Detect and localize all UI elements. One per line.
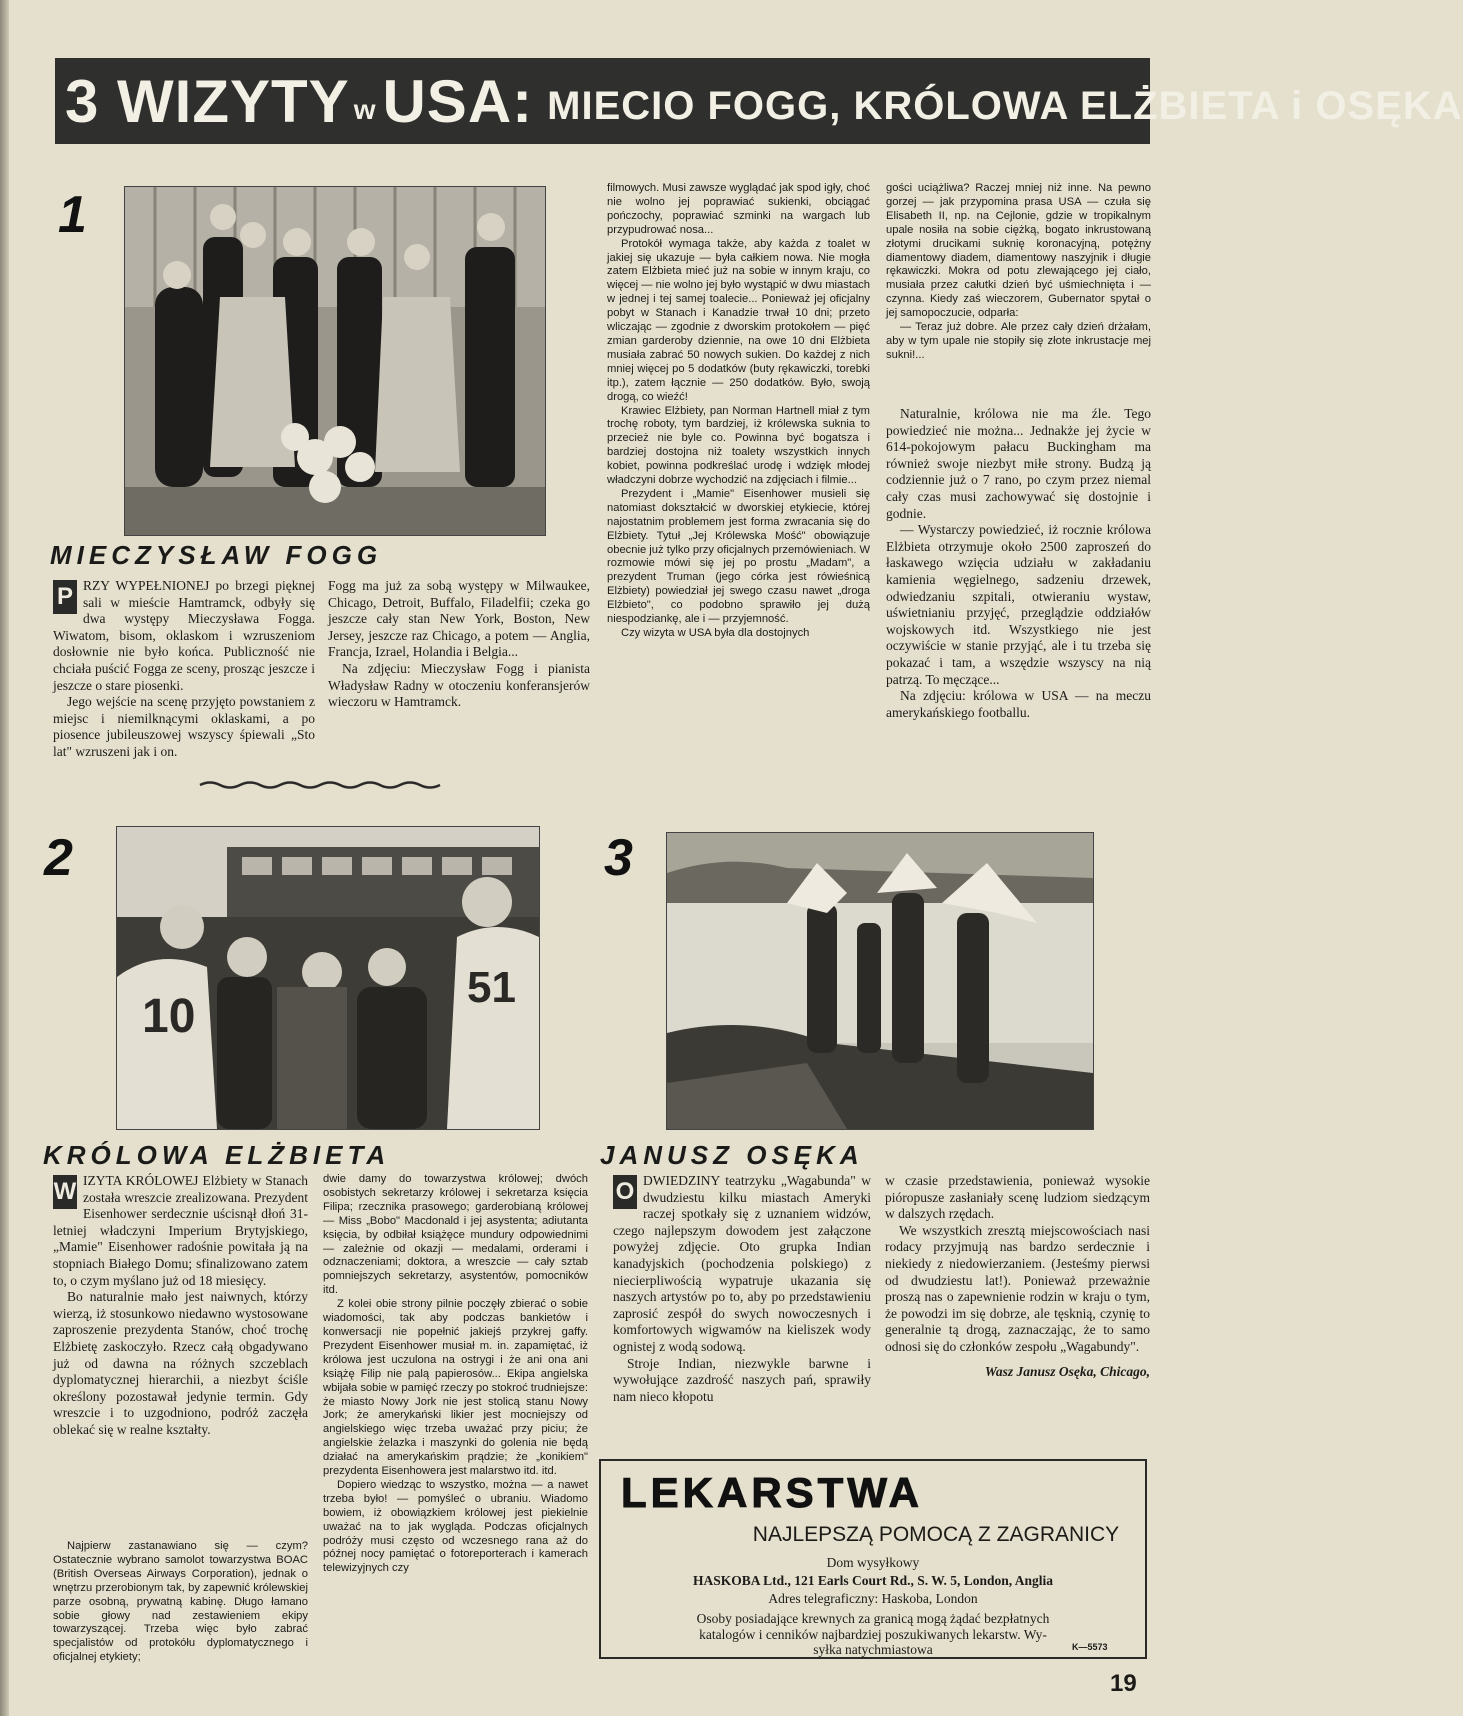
photo-queen-football-image	[117, 827, 539, 1129]
advert-line-1: Dom wysyłkowy	[826, 1555, 920, 1570]
advert-code: K—5573	[1072, 1642, 1108, 1652]
oseka-para-1: DWIEDZINY teatrzyku „Wagabunda" w dwudziestu kilku miastach Ameryki raczej spotkały się z uznaniem widzów, czego najlepszym dowodem jest załączone powyżej zdjęcie. Oto grupka Indian kanadyjskich (pochodzenia polskiego) z niecierpliwością wypatruje ukazania się naszych artystów po to, aby po przedstawieniu zaprosić zespół do swych nowoczesnych i komfortowych wigwamów na kieliszek wody ognistej z wodą sodową.	[613, 1173, 871, 1354]
queen-para-4: dwie damy do towarzystwa królowej; dwóch osobistych sekretarzy królowej i sekretarza księcia Filipa; rzecznika prasowego; garderobianą królowej — Miss „Bobo" Macdonald i jej asystenta; adiutanta księcia, by odbiłał książęce mundury odpowiednimi — zależnie od okazji — medalami, orderami i odznaczeniami; doktora, a wreszcie — cały sztab pomniejszych sekretarzy, asystentów, pomocników itd.	[323, 1173, 588, 1297]
queen-cont-para-5: Czy wizyta w USA była dla dostojnych	[621, 627, 810, 639]
photo-fogg-group-image	[125, 187, 545, 535]
section-number-2: 2	[44, 829, 73, 887]
queen-cont-para-8: Naturalnie, królowa nie ma źle. Tego powiedzieć nie można... Jednakże jej życie w 614-pokojowym pałacu Buckingham ma również swoje niezbyt miłe strony. Budzą ją codziennie już o 7 rano, po czym przez niemal cały czas musi zachowywać się dostojnie i godnie.	[886, 406, 1151, 521]
fogg-para-4: Na zdjęciu: Mieczysław Fogg i pianista Władysław Radny w otoczeniu konferansjerów wieczoru w Hamtramck.	[328, 660, 590, 710]
queen-cont-para-1: filmowych. Musi zawsze wyglądać jak spod igły, choć nie wolno jej poprawiać sukienki, obciągać pończochy, poprawiać szminki na wargach lub przypudrować nosa...	[607, 182, 870, 236]
svg-text:51: 51	[467, 963, 516, 1012]
queen-cont-para-7: — Teraz już dobre. Ale przez cały dzień drżałam, aby w tym upale nie stopiły się złote inkrustacje mej sukni!...	[886, 321, 1151, 361]
fogg-column-2	[328, 578, 590, 776]
section-heading-queen: KRÓLOWA ELŻBIETA	[43, 1140, 391, 1170]
oseka-column-2	[885, 1173, 1150, 1445]
queen-para-1: IZYTA KRÓLOWEJ Elżbiety w Stanach została wreszcie zrealizowana. Prezydent Eisenhower serdecznie uścisnął dłoń 31-letniej władczyni Imperium Brytyjskiego, „Mamie" Eisenhower radośnie powitała ją na stopniach Białego Domu; sfinalizowano zatem to, o czym myślano już od 18 miesięcy.	[53, 1173, 308, 1288]
advert-line-4: Osoby posiadające krewnych za granicą mogą żądać bezpłatnych	[696, 1611, 1050, 1626]
section-number-1: 1	[58, 186, 87, 244]
oseka-para-2: Stroje Indian, niezwykle barwne i wywołujące zazdrość naszych pań, sprawiły nam nieco kłopotu	[613, 1355, 871, 1404]
advert-lekarstwa	[599, 1459, 1147, 1659]
advert-line-6: syłka natychmiastowa	[813, 1642, 933, 1657]
queen-cont-para-4: Prezydent i „Mamie" Eisenhower musieli się natomiast dokształcić w dworskiej etykiecie, której najostatnim problemem jest forma zwracania się do Elżbiety. Tytuł „Jej Królewska Mość" obowiązuje obecnie już tylko przy oficjalnych przemówieniach. W rozmowie mówi się jej po prostu „Madam", a prezydent Truman (jego córka jest rówieśnicą Elżbiety) powiedział jej swego czasu nawet „droga Elżbieto", co podobno sprawiło jej dużą niespodziankę, ale i — przyjemność.	[607, 487, 871, 626]
queen-continuation-column-2	[886, 182, 1151, 404]
section-number-3: 3	[604, 829, 633, 887]
fogg-para-1: RZY WYPEŁNIONEJ po brzegi pięknej sali w mieście Hamtramck, odbyły się dwa występy Mieczysława Fogga. Wiwatom, bisom, oklaskom i wzruszeniom dosłownie nie było końca. Publiczność nie chciała puścić Fogga ze sceny, prosząc jeszcze i jeszcze o stare piosenki.	[53, 578, 315, 693]
oseka-para-4: We wszystkich zresztą miejscowościach nasi rodacy przyjmują nas bardzo serdecznie i niekiedy z niedowierzaniem. (Jesteśmy pierwsi od dwudziestu lat!). Ponieważ przeważnie proszą nas o zapewnienie rodzin w kraju o tym, że powodzi im się dobrze, ale tęsknią, czynię to generalnie tą drogą, zaznaczając, że to samo odnosi się do członków zespołu „Wagabundy".	[885, 1222, 1150, 1354]
queen-para-6: Dopiero wiedząc to wszystko, można — a nawet trzeba było! — pomyśleć o ubraniu. Wiadomo bowiem, iż obowiązkiem królowej jest piekielnie uważać na to jak wygląda. Podczas oficjalnych podróży musi często od wczesnego rana aż do późnej nocy pamiętać o fotoreporterach i kamerach telewizyjnych czy	[323, 1478, 588, 1575]
advert-subtitle: NAJLEPSZĄ POMOCĄ Z ZAGRANICY	[752, 1523, 1120, 1546]
section-heading-oseka: JANUSZ OSĘKA	[600, 1140, 864, 1170]
photo-fogg-group	[124, 186, 546, 536]
fogg-para-2: Jego wejście na scenę przyjęto powstaniem z miejsc i niemilknącymi oklaskami, a po piosence jubileuszowej wszyscy śpiewali „Sto lat" wzruszeni jak i on.	[53, 694, 315, 759]
drop-cap-p: P	[53, 580, 77, 614]
drop-cap-w: W	[53, 1175, 77, 1209]
page-number: 19	[1110, 1670, 1137, 1697]
wave-divider-1	[200, 780, 450, 790]
queen-para-3: Najpierw zastanawiano się — czym? Ostatecznie wybrano samolot towarzystwa BOAC (British Overseas Airways Corporation), jednak o wnętrzu przerobionym tak, by zapewnić królewskiej parze osobną, prywatną kabinę. Długo łamano sobie głowy nad zestawieniem ekipy towarzyszącej. Trzeba więc było zabrać specjalistów od protokółu dyplomatycznego i oficjalnej etykiety;	[53, 1540, 308, 1664]
oseka-column-1	[613, 1173, 871, 1445]
queen-cont-para-2: Protokół wymaga także, aby każda z toalet w jakiej się ukazuje — była całkiem nowa. Nie mogła zatem Elżbieta mieć już na sobie w innym kraju, co więcej — nie wolno jej było wystąpić w dwu miastach w jednej i tej samej toalecie... Ponieważ jej oficjalny pobyt w Stanach i Kanadzie trwał 10 dni; przeto wliczając — zgodnie z dworskim protokołem — pięć zmian garderoby dziennie, na owe 10 dni Elżbieta musiała zabrać 50 nowych sukien. Do każdej z nich mniej więcej po 5 dodatków (buty rękawiczki, torebki itp.), zatem łącznie — 250 dodatków. Było, swoją drogą, co wieźć!	[607, 237, 870, 403]
svg-text:10: 10	[142, 990, 196, 1043]
fogg-column-1	[53, 578, 315, 776]
page-binding-edge	[0, 0, 9, 1716]
queen-column-1-small	[53, 1540, 308, 1664]
oseka-signature: Wasz Janusz Osęka, Chicago,	[984, 1363, 1150, 1379]
section-heading-fogg: MIECZYSŁAW FOGG	[50, 540, 383, 570]
photo-queen-football	[116, 826, 540, 1130]
queen-column-2	[323, 1173, 588, 1663]
fogg-para-3: Fogg ma już za sobą występy w Milwaukee, Chicago, Detroit, Buffalo, Filadelfii; czeka go jeszcze cały stan New York, Boston, New Jersey, jeszcze raz Chicago, a potem — Anglia, Francja, Izrael, Holandia i Belgia...	[328, 578, 590, 660]
queen-continuation-column	[607, 182, 870, 782]
advert-line-3: Adres telegraficzny: Haskoba, London	[768, 1591, 978, 1606]
queen-continuation-column-3	[886, 406, 1151, 784]
article-banner	[55, 58, 1463, 144]
banner-part-3: USA:	[382, 67, 534, 135]
banner-part-2: w	[353, 94, 377, 125]
queen-cont-para-6: gości uciążliwa? Raczej mniej niż inne. Na pewno gorzej — jak przypomina prasa USA — czuła się Elisabeth II, np. na Cejlonie, gdzie w tropikalnym upale nosiła na sobie ciężką, bogato inkrustowaną złotymi drucikami suknię koronacyjną, potężny diamentowy diadem, diamentowy naszyjnik i długie rękawiczki. Mokra od potu zlewającego jej ciało, musiała przez całutki dzień być uśmiechnięta i — czynna. Kiedy zaś wieczorem, Gubernator spytał o jej samopoczucie, odparła:	[886, 182, 1151, 320]
queen-para-5: Z kolei obie strony pilnie poczęły zbierać o sobie wiadomości, tak aby podczas bankietów i konwersacji nie popełnić jakiejś przykrej gaffy. Prezydent Eisenhower musiał m. in. zapamiętać, iż królowa jest uczulona na ostrygi i że ani ona ani książę Filip nie palą papierosów... Ekipa angielska wbijała sobie w pamięć rzeczy po stokroć trudniejsze: że miasto Nowy Jork nie jest stolicą stanu Nowy Jork; że amerykański likier jest mocniejszy od angielskiego więc trzeba uważać przy piciu; że angielskie żelazka i maszynki do golenia nie będą działać na amerykańskim prądzie; że „konikiem" prezydenta Eisenhowera jest malarstwo itd. itd.	[323, 1298, 588, 1478]
banner-part-1: 3 WIZYTY	[65, 67, 350, 135]
queen-column-1	[53, 1173, 308, 1535]
banner-part-4: MIECIO FOGG, KRÓLOWA ELŻBIETA i OSĘKA	[547, 83, 1463, 128]
queen-cont-para-3: Krawiec Elżbiety, pan Norman Hartnell miał z tym trochę roboty, tym bardziej, iż królewska suknia to przecież nie byle co. Powinna być bogatsza i bardziej dostojna niż toalety wszystkich innych kobiet, powinna podkreślać urodę i wdzięk młodej władczyni dobrze wychodzić na zdjęciach i filmie...	[607, 404, 870, 487]
queen-para-2: Bo naturalnie mało jest naiwnych, którzy wierzą, iż stosunkowo niedawno wystosowane zaproszenie prezydenta Stanów, choć trochę Elżbietę zaskoczyło. Rzecz całą obgadywano już od dawna na różnych szczeblach dyplomatycznej hierarchii, a niezbyt ściśle określony pozostawał jedynie termin. Gdy wreszcie i to uzgodniono, podróż zaczęła oblekać się w realne kształty.	[53, 1289, 308, 1437]
photo-osekas-indians	[666, 832, 1094, 1130]
oseka-para-3: w czasie przedstawienia, ponieważ wysokie pióropusze zasłaniały scenę ludziom siedzącym w dalszych rzędach.	[885, 1173, 1150, 1222]
drop-cap-o: O	[613, 1175, 637, 1209]
photo-osekas-indians-image	[667, 833, 1093, 1129]
advert-line-5: katalogów i cenników najbardziej poszukiwanych lekarstw. Wy-	[699, 1627, 1047, 1642]
queen-cont-para-10: Na zdjęciu: królowa w USA — na meczu amerykańskiego footballu.	[886, 688, 1151, 720]
advert-title: LEKARSTWA	[621, 1469, 923, 1516]
advert-line-2: HASKOBA Ltd., 121 Earls Court Rd., S. W. 5, London, Anglia	[692, 1573, 1054, 1588]
queen-cont-para-9: — Wystarczy powiedzieć, iż rocznie królowa Elżbieta otrzymuje około 2500 zaproszeń do łaskawego wzięcia udziału w zakładaniu kamienia węgielnego, sadzeniu drzewek, odwiedzaniu szpitali, otwieraniu wystaw, uświetnianiu przyjęć, przeglądzie oddziałów wojskowych itd. Wszystkiego nie jest oczywiście w stanie przyjąć, ale i tu trzeba się pokazać i tam, a wszędzie wszyscy na nią patrzą. To męczące...	[886, 522, 1151, 687]
